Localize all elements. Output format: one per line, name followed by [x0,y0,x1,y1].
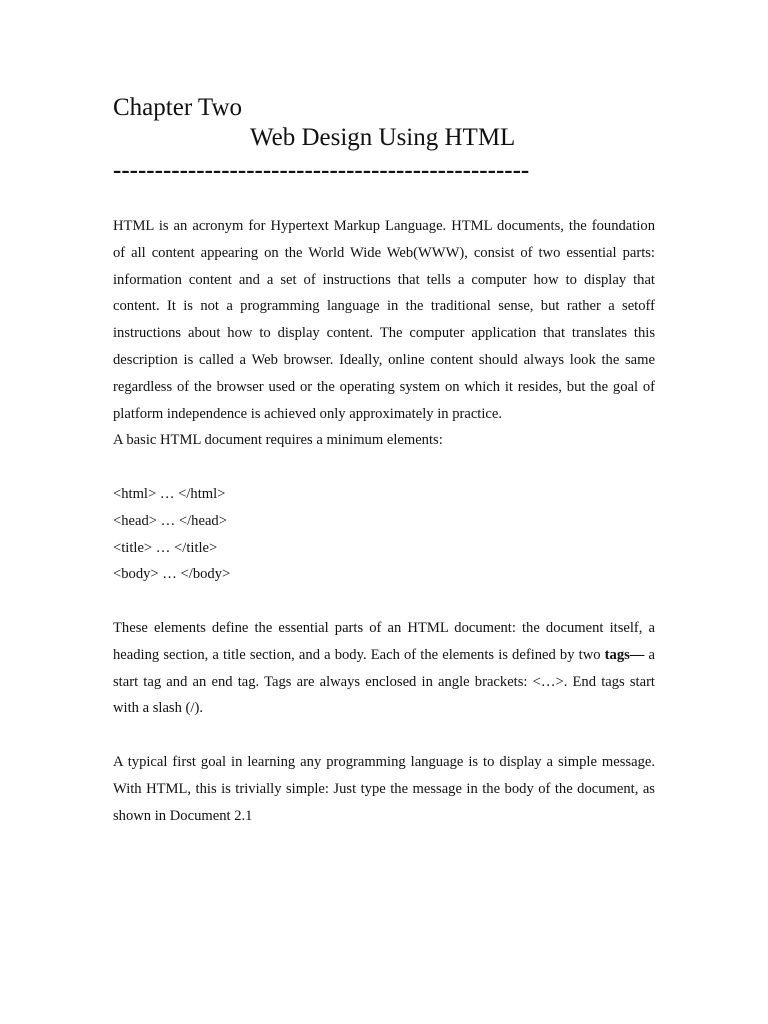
chapter-title: Web Design Using HTML [250,124,516,151]
tag-list-item: <html> … </html> [113,486,226,502]
elements-paragraph [113,615,655,722]
intro-paragraph: HTML is an acronym for Hypertext Markup Language. HTML documents, the foundation of all content appearing on the World Wide Web(WWW), consist of two essential parts: information content and a set of instructions that tells a computer how to display that content. It is not a programming language in the traditional sense, but rather a setoff instructions about how to display content. The computer application that translates this description is called a Web browser. Ideally, online content should always look the same regardless of the browser used or the operating system on which it resides, but the goal of platform independence is achieved only approximately in practice. [113,218,655,422]
tags-bold-term: tags— [604,646,645,663]
title-rule: -------------------------------------------------- [113,157,530,184]
elements-paragraph-text-start: These elements define the essential parts of an HTML document: the document itself, a heading section, a title section, and a body. Each of the elements is defined by two [113,620,655,663]
tag-list-item: <title> … </title> [113,539,218,556]
tag-list-item: <body> … </body> [113,566,231,583]
chapter-label: Chapter Two [113,94,243,121]
first-goal-paragraph: A typical first goal in learning any programming language is to display a simple message. With HTML, this is trivially simple: Just type the message in the body of the document, as shown in Document 2.1 [113,754,655,824]
basic-document-intro: A basic HTML document requires a minimum elements: [113,432,443,448]
elements-paragraph-text-end: a start tag and an end tag. Tags are always enclosed in angle brackets: <…>. End tags start with a slash (/). [113,646,655,717]
tag-list-item: <head> … </head> [113,512,227,529]
tag-list [113,481,655,588]
